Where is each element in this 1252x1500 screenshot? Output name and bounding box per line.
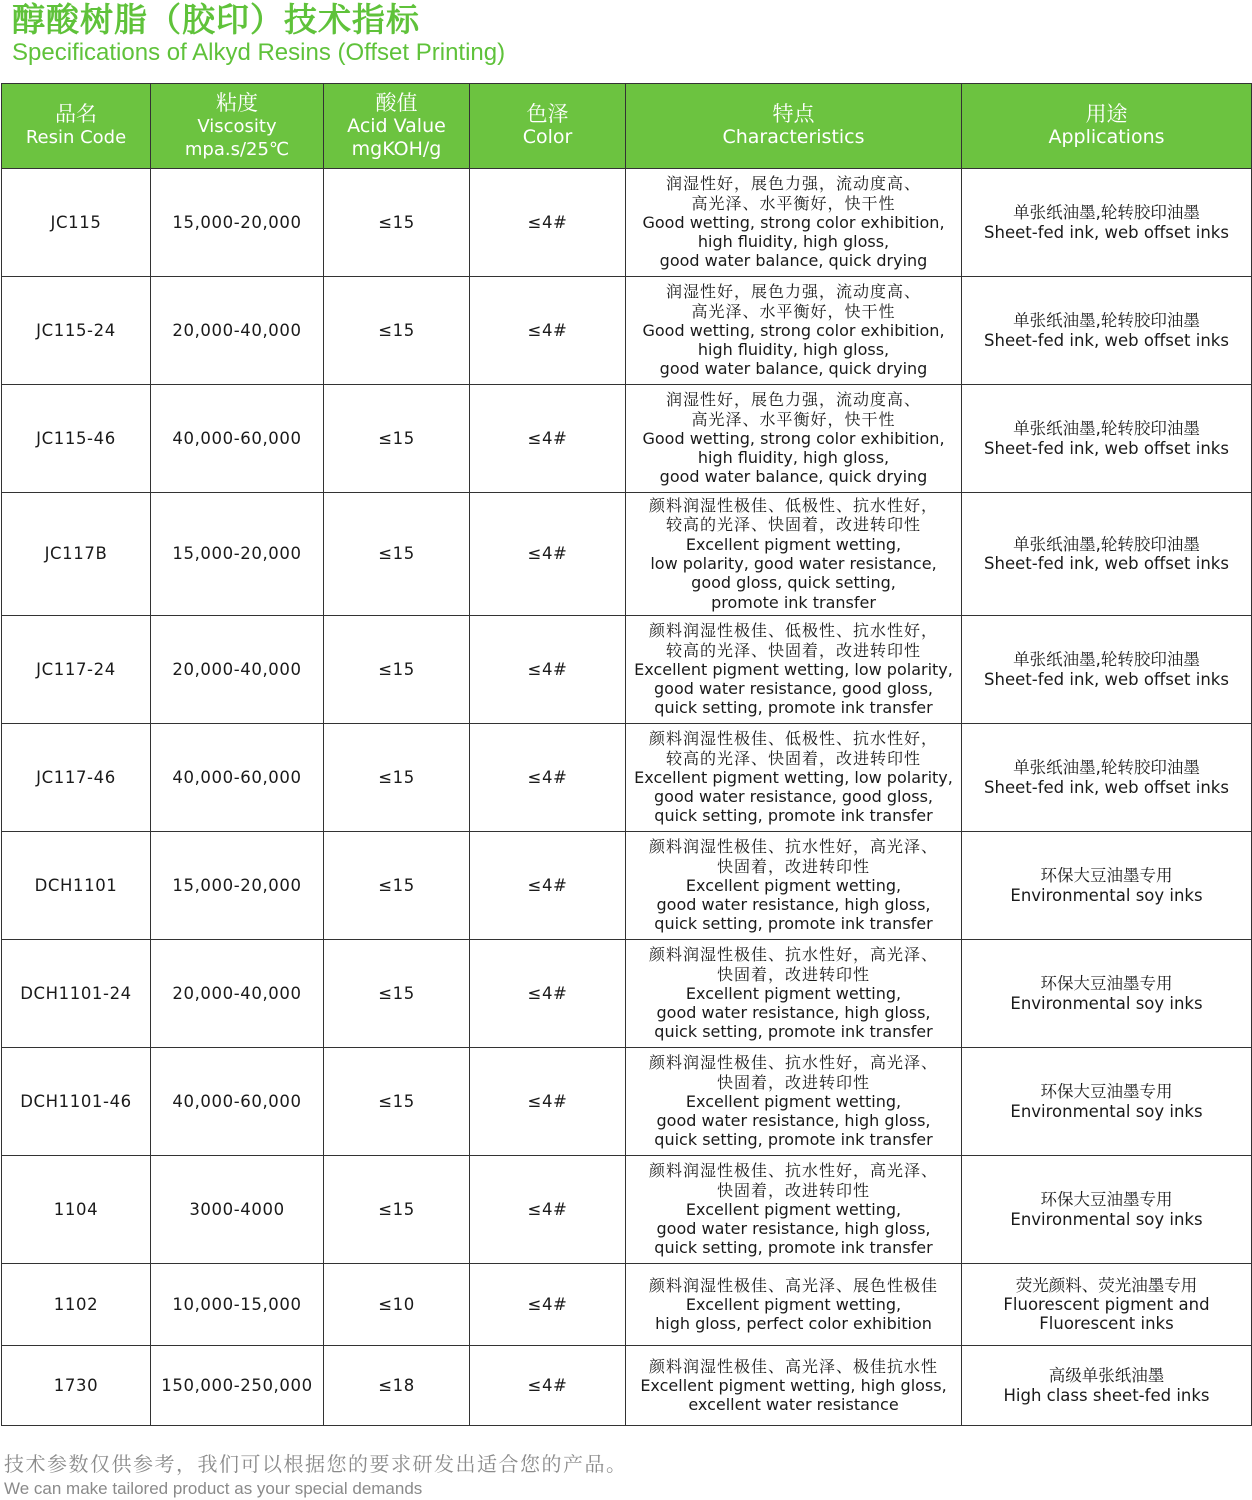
- characteristic-line: high fluidity, high gloss,: [697, 448, 890, 468]
- characteristic-line: high fluidity, high gloss,: [697, 232, 890, 252]
- acid-value-cell: ≤15: [324, 169, 470, 277]
- application-line: High class sheet-fed inks: [1003, 1385, 1210, 1405]
- characteristics-cell: [626, 493, 962, 616]
- acid-value-cell: ≤15: [324, 1048, 470, 1156]
- characteristic-line: good water balance, quick drying: [659, 467, 928, 487]
- characteristic-line: good water resistance, good gloss,: [654, 787, 933, 807]
- application-line: 环保大豆油墨专用: [1040, 1190, 1173, 1210]
- acid-value-cell: ≤15: [324, 277, 470, 385]
- application-line: Sheet-fed ink, web offset inks: [984, 222, 1229, 242]
- header-en-unit: mgKOH/g: [351, 137, 442, 160]
- header-en: Resin Code: [25, 127, 127, 148]
- viscosity-cell: 150,000-250,000: [151, 1346, 324, 1426]
- characteristic-line: Good wetting, strong color exhibition,: [642, 428, 945, 448]
- table-header: [2, 84, 1252, 169]
- table-row: [2, 1156, 1252, 1264]
- table-body: [2, 169, 1252, 1426]
- characteristic-line: 高光泽、水平衡好，快干性: [691, 301, 896, 321]
- characteristic-line: Excellent pigment wetting,: [685, 534, 902, 554]
- application-line: Sheet-fed ink, web offset inks: [984, 330, 1229, 350]
- characteristic-line: 快固着，改进转印性: [716, 1180, 870, 1200]
- resin-code-cell: JC115-46: [2, 385, 151, 493]
- viscosity-cell: 40,000-60,000: [151, 724, 324, 832]
- acid-value-cell: ≤10: [324, 1264, 470, 1346]
- characteristic-line: Excellent pigment wetting, high gloss,: [640, 1375, 947, 1395]
- characteristic-line: Excellent pigment wetting,: [685, 983, 902, 1003]
- column-header-resin-code: [2, 84, 151, 169]
- applications-cell: [962, 493, 1252, 616]
- characteristic-line: 颜料润湿性极佳、低极性、抗水性好，: [648, 496, 938, 516]
- characteristic-line: good gloss, quick setting,: [691, 573, 896, 593]
- characteristic-line: quick setting, promote ink transfer: [654, 1130, 933, 1150]
- color-cell: ≤4#: [470, 385, 626, 493]
- characteristics-cell: [626, 1346, 962, 1426]
- resin-code-cell: JC117-24: [2, 616, 151, 724]
- table-row: [2, 724, 1252, 832]
- acid-value-cell: ≤15: [324, 940, 470, 1048]
- characteristic-line: Excellent pigment wetting,: [685, 875, 902, 895]
- application-line: 高级单张纸油墨: [1048, 1366, 1165, 1386]
- applications-cell: [962, 1048, 1252, 1156]
- application-line: 环保大豆油墨专用: [1040, 866, 1173, 886]
- characteristic-line: good water resistance, high gloss,: [656, 895, 931, 915]
- table-row: [2, 1346, 1252, 1426]
- application-line: Sheet-fed ink, web offset inks: [984, 669, 1229, 689]
- application-line: 单张纸油墨,轮转胶印油墨: [1013, 419, 1200, 439]
- characteristic-line: high gloss, perfect color exhibition: [655, 1314, 932, 1334]
- characteristic-line: 颜料润湿性极佳、低极性、抗水性好，: [648, 729, 938, 749]
- application-line: 单张纸油墨,轮转胶印油墨: [1013, 650, 1200, 670]
- characteristic-line: Excellent pigment wetting,: [685, 1294, 902, 1314]
- page-title: 醇酸树脂（胶印）技术指标: [12, 0, 420, 39]
- column-header-viscosity: [151, 84, 324, 169]
- characteristic-line: 较高的光泽、快固着，改进转印性: [665, 748, 921, 768]
- application-line: 环保大豆油墨专用: [1040, 974, 1173, 994]
- application-line: 单张纸油墨,轮转胶印油墨: [1013, 311, 1200, 331]
- color-cell: ≤4#: [470, 940, 626, 1048]
- header-row: [2, 84, 1252, 169]
- resin-code-cell: 1102: [2, 1264, 151, 1346]
- characteristic-line: excellent water resistance: [688, 1395, 899, 1415]
- application-line: Environmental soy inks: [1010, 1209, 1203, 1229]
- application-line: Sheet-fed ink, web offset inks: [984, 438, 1229, 458]
- column-header-acid-value: [324, 84, 470, 169]
- applications-cell: [962, 832, 1252, 940]
- footer-note-cn: 技术参数仅供参考，我们可以根据您的要求研发出适合您的产品。: [4, 1452, 628, 1476]
- characteristics-cell: [626, 385, 962, 493]
- viscosity-cell: 20,000-40,000: [151, 940, 324, 1048]
- characteristics-cell: [626, 169, 962, 277]
- characteristic-line: 较高的光泽、快固着，改进转印性: [665, 640, 921, 660]
- characteristic-line: good water balance, quick drying: [659, 359, 928, 379]
- characteristic-line: 润湿性好，展色力强，流动度高、: [665, 390, 921, 410]
- application-line: Fluorescent inks: [1039, 1314, 1174, 1334]
- header-cn: 用途: [1085, 102, 1128, 126]
- characteristic-line: good water resistance, high gloss,: [656, 1111, 931, 1131]
- characteristic-line: Good wetting, strong color exhibition,: [642, 320, 945, 340]
- characteristic-line: 润湿性好，展色力强，流动度高、: [665, 282, 921, 302]
- table-row: [2, 1048, 1252, 1156]
- acid-value-cell: ≤18: [324, 1346, 470, 1426]
- characteristic-line: promote ink transfer: [711, 592, 876, 612]
- resin-code-cell: JC117-46: [2, 724, 151, 832]
- characteristics-cell: [626, 616, 962, 724]
- applications-cell: [962, 1156, 1252, 1264]
- applications-cell: [962, 724, 1252, 832]
- characteristic-line: Good wetting, strong color exhibition,: [642, 212, 945, 232]
- specifications-table: [1, 83, 1252, 1426]
- header-cn: 特点: [772, 102, 815, 126]
- characteristic-line: quick setting, promote ink transfer: [654, 698, 933, 718]
- column-header-applications: [962, 84, 1252, 169]
- characteristics-cell: [626, 832, 962, 940]
- application-line: 单张纸油墨,轮转胶印油墨: [1013, 758, 1200, 778]
- color-cell: ≤4#: [470, 493, 626, 616]
- column-header-characteristics: [626, 84, 962, 169]
- application-line: 环保大豆油墨专用: [1040, 1082, 1173, 1102]
- characteristic-line: Excellent pigment wetting, low polarity,: [634, 659, 953, 679]
- viscosity-cell: 40,000-60,000: [151, 1048, 324, 1156]
- characteristics-cell: [626, 724, 962, 832]
- characteristic-line: 快固着，改进转印性: [716, 964, 870, 984]
- header-en: Applications: [1048, 126, 1165, 148]
- header-en: Acid Value: [347, 114, 446, 137]
- applications-cell: [962, 385, 1252, 493]
- table-row: [2, 1264, 1252, 1346]
- footer-note-en: We can make tailored product as your special demands: [4, 1479, 423, 1498]
- resin-code-cell: JC115: [2, 169, 151, 277]
- resin-code-cell: DCH1101-24: [2, 940, 151, 1048]
- characteristic-line: quick setting, promote ink transfer: [654, 1238, 933, 1258]
- resin-code-cell: 1730: [2, 1346, 151, 1426]
- characteristic-line: 颜料润湿性极佳、抗水性好，高光泽、: [648, 1053, 938, 1073]
- characteristic-line: good water resistance, good gloss,: [654, 679, 933, 699]
- acid-value-cell: ≤15: [324, 832, 470, 940]
- characteristic-line: 较高的光泽、快固着，改进转印性: [665, 515, 921, 535]
- table-row: [2, 277, 1252, 385]
- characteristics-cell: [626, 1156, 962, 1264]
- viscosity-cell: 10,000-15,000: [151, 1264, 324, 1346]
- header-cn: 品名: [55, 102, 97, 126]
- applications-cell: [962, 169, 1252, 277]
- characteristic-line: good water resistance, high gloss,: [656, 1219, 931, 1239]
- table-row: [2, 493, 1252, 616]
- characteristic-line: 颜料润湿性极佳、抗水性好，高光泽、: [648, 945, 938, 965]
- characteristics-cell: [626, 1048, 962, 1156]
- characteristic-line: Excellent pigment wetting,: [685, 1199, 902, 1219]
- color-cell: ≤4#: [470, 1264, 626, 1346]
- color-cell: ≤4#: [470, 1156, 626, 1264]
- applications-cell: [962, 1264, 1252, 1346]
- characteristic-line: 颜料润湿性极佳、高光泽、展色性极佳: [648, 1275, 938, 1295]
- header-en: Viscosity: [197, 115, 277, 137]
- characteristic-line: Excellent pigment wetting, low polarity,: [634, 767, 953, 787]
- application-line: Fluorescent pigment and: [1003, 1294, 1210, 1314]
- application-line: 单张纸油墨,轮转胶印油墨: [1013, 534, 1200, 554]
- resin-code-cell: DCH1101: [2, 832, 151, 940]
- application-line: Environmental soy inks: [1010, 993, 1203, 1013]
- acid-value-cell: ≤15: [324, 1156, 470, 1264]
- color-cell: ≤4#: [470, 169, 626, 277]
- color-cell: ≤4#: [470, 724, 626, 832]
- header-en: Color: [522, 126, 573, 148]
- application-line: 荧光颜料、荧光油墨专用: [1015, 1275, 1198, 1295]
- characteristic-line: good water resistance, high gloss,: [656, 1003, 931, 1023]
- characteristic-line: 颜料润湿性极佳、低极性、抗水性好，: [648, 621, 938, 641]
- characteristic-line: 颜料润湿性极佳、抗水性好，高光泽、: [648, 1161, 938, 1181]
- color-cell: ≤4#: [470, 832, 626, 940]
- viscosity-cell: 20,000-40,000: [151, 616, 324, 724]
- application-line: 单张纸油墨,轮转胶印油墨: [1013, 203, 1200, 223]
- header-en: Characteristics: [722, 126, 865, 148]
- characteristic-line: high fluidity, high gloss,: [697, 340, 890, 360]
- characteristics-cell: [626, 1264, 962, 1346]
- characteristic-line: quick setting, promote ink transfer: [654, 914, 933, 934]
- applications-cell: [962, 616, 1252, 724]
- acid-value-cell: ≤15: [324, 616, 470, 724]
- acid-value-cell: ≤15: [324, 493, 470, 616]
- characteristic-line: Excellent pigment wetting,: [685, 1091, 902, 1111]
- applications-cell: [962, 277, 1252, 385]
- header-en-unit: mpa.s/25℃: [184, 138, 290, 160]
- characteristic-line: 高光泽、水平衡好，快干性: [691, 409, 896, 429]
- viscosity-cell: 15,000-20,000: [151, 493, 324, 616]
- characteristic-line: 高光泽、水平衡好，快干性: [691, 193, 896, 213]
- color-cell: ≤4#: [470, 1346, 626, 1426]
- characteristic-line: 颜料润湿性极佳、抗水性好，高光泽、: [648, 837, 938, 857]
- acid-value-cell: ≤15: [324, 385, 470, 493]
- application-line: Environmental soy inks: [1010, 885, 1203, 905]
- viscosity-cell: 3000-4000: [151, 1156, 324, 1264]
- application-line: Environmental soy inks: [1010, 1101, 1203, 1121]
- characteristic-line: 润湿性好，展色力强，流动度高、: [665, 174, 921, 194]
- viscosity-cell: 15,000-20,000: [151, 169, 324, 277]
- acid-value-cell: ≤15: [324, 724, 470, 832]
- table-row: [2, 616, 1252, 724]
- application-line: Sheet-fed ink, web offset inks: [984, 777, 1229, 797]
- table-row: [2, 385, 1252, 493]
- characteristic-line: quick setting, promote ink transfer: [654, 806, 933, 826]
- characteristic-line: low polarity, good water resistance,: [650, 554, 937, 573]
- resin-code-cell: JC117B: [2, 493, 151, 616]
- characteristic-line: 颜料润湿性极佳、高光泽、极佳抗水性: [648, 1356, 938, 1376]
- resin-code-cell: DCH1101-46: [2, 1048, 151, 1156]
- column-header-color: [470, 84, 626, 169]
- characteristic-line: 快固着，改进转印性: [716, 1072, 870, 1092]
- characteristic-line: quick setting, promote ink transfer: [654, 1022, 933, 1042]
- characteristics-cell: [626, 277, 962, 385]
- header-cn: 色泽: [526, 102, 569, 126]
- table-row: [2, 832, 1252, 940]
- color-cell: ≤4#: [470, 277, 626, 385]
- resin-code-cell: JC115-24: [2, 277, 151, 385]
- table-row: [2, 169, 1252, 277]
- characteristic-line: good water balance, quick drying: [659, 251, 928, 271]
- viscosity-cell: 15,000-20,000: [151, 832, 324, 940]
- applications-cell: [962, 940, 1252, 1048]
- page-subtitle: Specifications of Alkyd Resins (Offset Printing): [12, 39, 506, 66]
- header-cn: 粘度: [216, 90, 258, 115]
- characteristic-line: 快固着，改进转印性: [716, 856, 870, 876]
- color-cell: ≤4#: [470, 616, 626, 724]
- header-cn: 酸值: [375, 90, 418, 115]
- application-line: Sheet-fed ink, web offset inks: [984, 554, 1229, 573]
- viscosity-cell: 40,000-60,000: [151, 385, 324, 493]
- color-cell: ≤4#: [470, 1048, 626, 1156]
- table-row: [2, 940, 1252, 1048]
- resin-code-cell: 1104: [2, 1156, 151, 1264]
- applications-cell: [962, 1346, 1252, 1426]
- viscosity-cell: 20,000-40,000: [151, 277, 324, 385]
- characteristics-cell: [626, 940, 962, 1048]
